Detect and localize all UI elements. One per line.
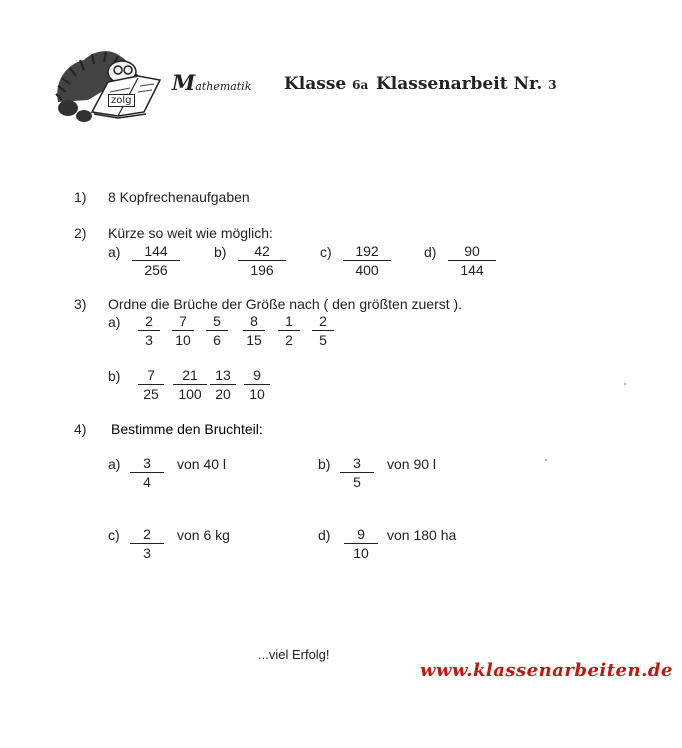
task-4-c-label: c)	[108, 527, 120, 543]
task-4-b-quantity: von 90 l	[387, 456, 437, 472]
scan-speck	[624, 383, 626, 385]
header-subject	[172, 70, 251, 95]
task-2-d-label: d)	[424, 244, 437, 260]
task-1-number: 1)	[74, 189, 87, 205]
class-word: Klasse	[284, 74, 347, 94]
hedgehog-book-icon	[48, 42, 166, 126]
fraction-90-144: 90 144	[448, 243, 496, 278]
class-number: 6a	[352, 78, 369, 92]
fraction-5-6: 5 6	[206, 313, 228, 348]
website-watermark: www.klassenarbeiten.de	[420, 660, 673, 681]
fraction-144-256: 144 256	[132, 243, 180, 278]
closing-wish: ...viel Erfolg!	[258, 647, 330, 662]
scan-speck	[545, 459, 547, 461]
task-2-b-label: b)	[214, 244, 227, 260]
task-4-a-quantity: von 40 l	[177, 456, 227, 472]
task-2-number: 2)	[74, 225, 87, 241]
fraction-7-10: 7 10	[172, 313, 194, 348]
task-3-b-label: b)	[108, 368, 121, 384]
logo-label: zolg	[108, 94, 135, 107]
fraction-13-20: 13 20	[210, 367, 236, 402]
subject-rest: athematik	[195, 80, 252, 93]
task-2-a-label: a)	[108, 244, 121, 260]
fraction-7-25: 7 25	[138, 367, 164, 402]
fraction-3-4: 3 4	[130, 455, 164, 490]
fraction-42-196: 42 196	[238, 243, 286, 278]
header-test	[376, 74, 557, 94]
logo-hedgehog-book	[48, 42, 166, 126]
fraction-2-3-b: 2 3	[130, 526, 164, 561]
fraction-2-5: 2 5	[312, 313, 334, 348]
task-4-c-quantity: von 6 kg	[177, 527, 230, 543]
task-1-text: 8 Kopfrechenaufgaben	[108, 189, 250, 205]
task-3-a-label: a)	[108, 314, 121, 330]
task-4-text: Bestimme den Bruchteil:	[111, 421, 263, 437]
task-4-d-label: d)	[318, 527, 331, 543]
task-4-d-quantity: von 180 ha	[387, 527, 457, 543]
test-word: Klassenarbeit Nr.	[376, 74, 543, 94]
fraction-192-400: 192 400	[343, 243, 391, 278]
fraction-9-10-b: 9 10	[344, 526, 378, 561]
fraction-8-15: 8 15	[243, 313, 265, 348]
task-3-text: Ordne die Brüche der Größe nach ( den größten zuerst ).	[108, 296, 463, 312]
test-number: 3	[548, 78, 557, 92]
task-4-number: 4)	[74, 421, 87, 437]
fraction-21-100: 21 100	[173, 367, 207, 402]
fraction-2-3: 2 3	[138, 313, 160, 348]
fraction-9-10: 9 10	[244, 367, 270, 402]
task-2-c-label: c)	[320, 244, 332, 260]
fraction-3-5: 3 5	[340, 455, 374, 490]
header-class	[284, 74, 368, 94]
subject-initial: M	[172, 70, 196, 95]
task-2-text: Kürze so weit wie möglich:	[108, 225, 273, 241]
task-3-number: 3)	[74, 296, 87, 312]
task-4-b-label: b)	[318, 456, 331, 472]
task-4-a-label: a)	[108, 456, 121, 472]
fraction-1-2: 1 2	[278, 313, 300, 348]
